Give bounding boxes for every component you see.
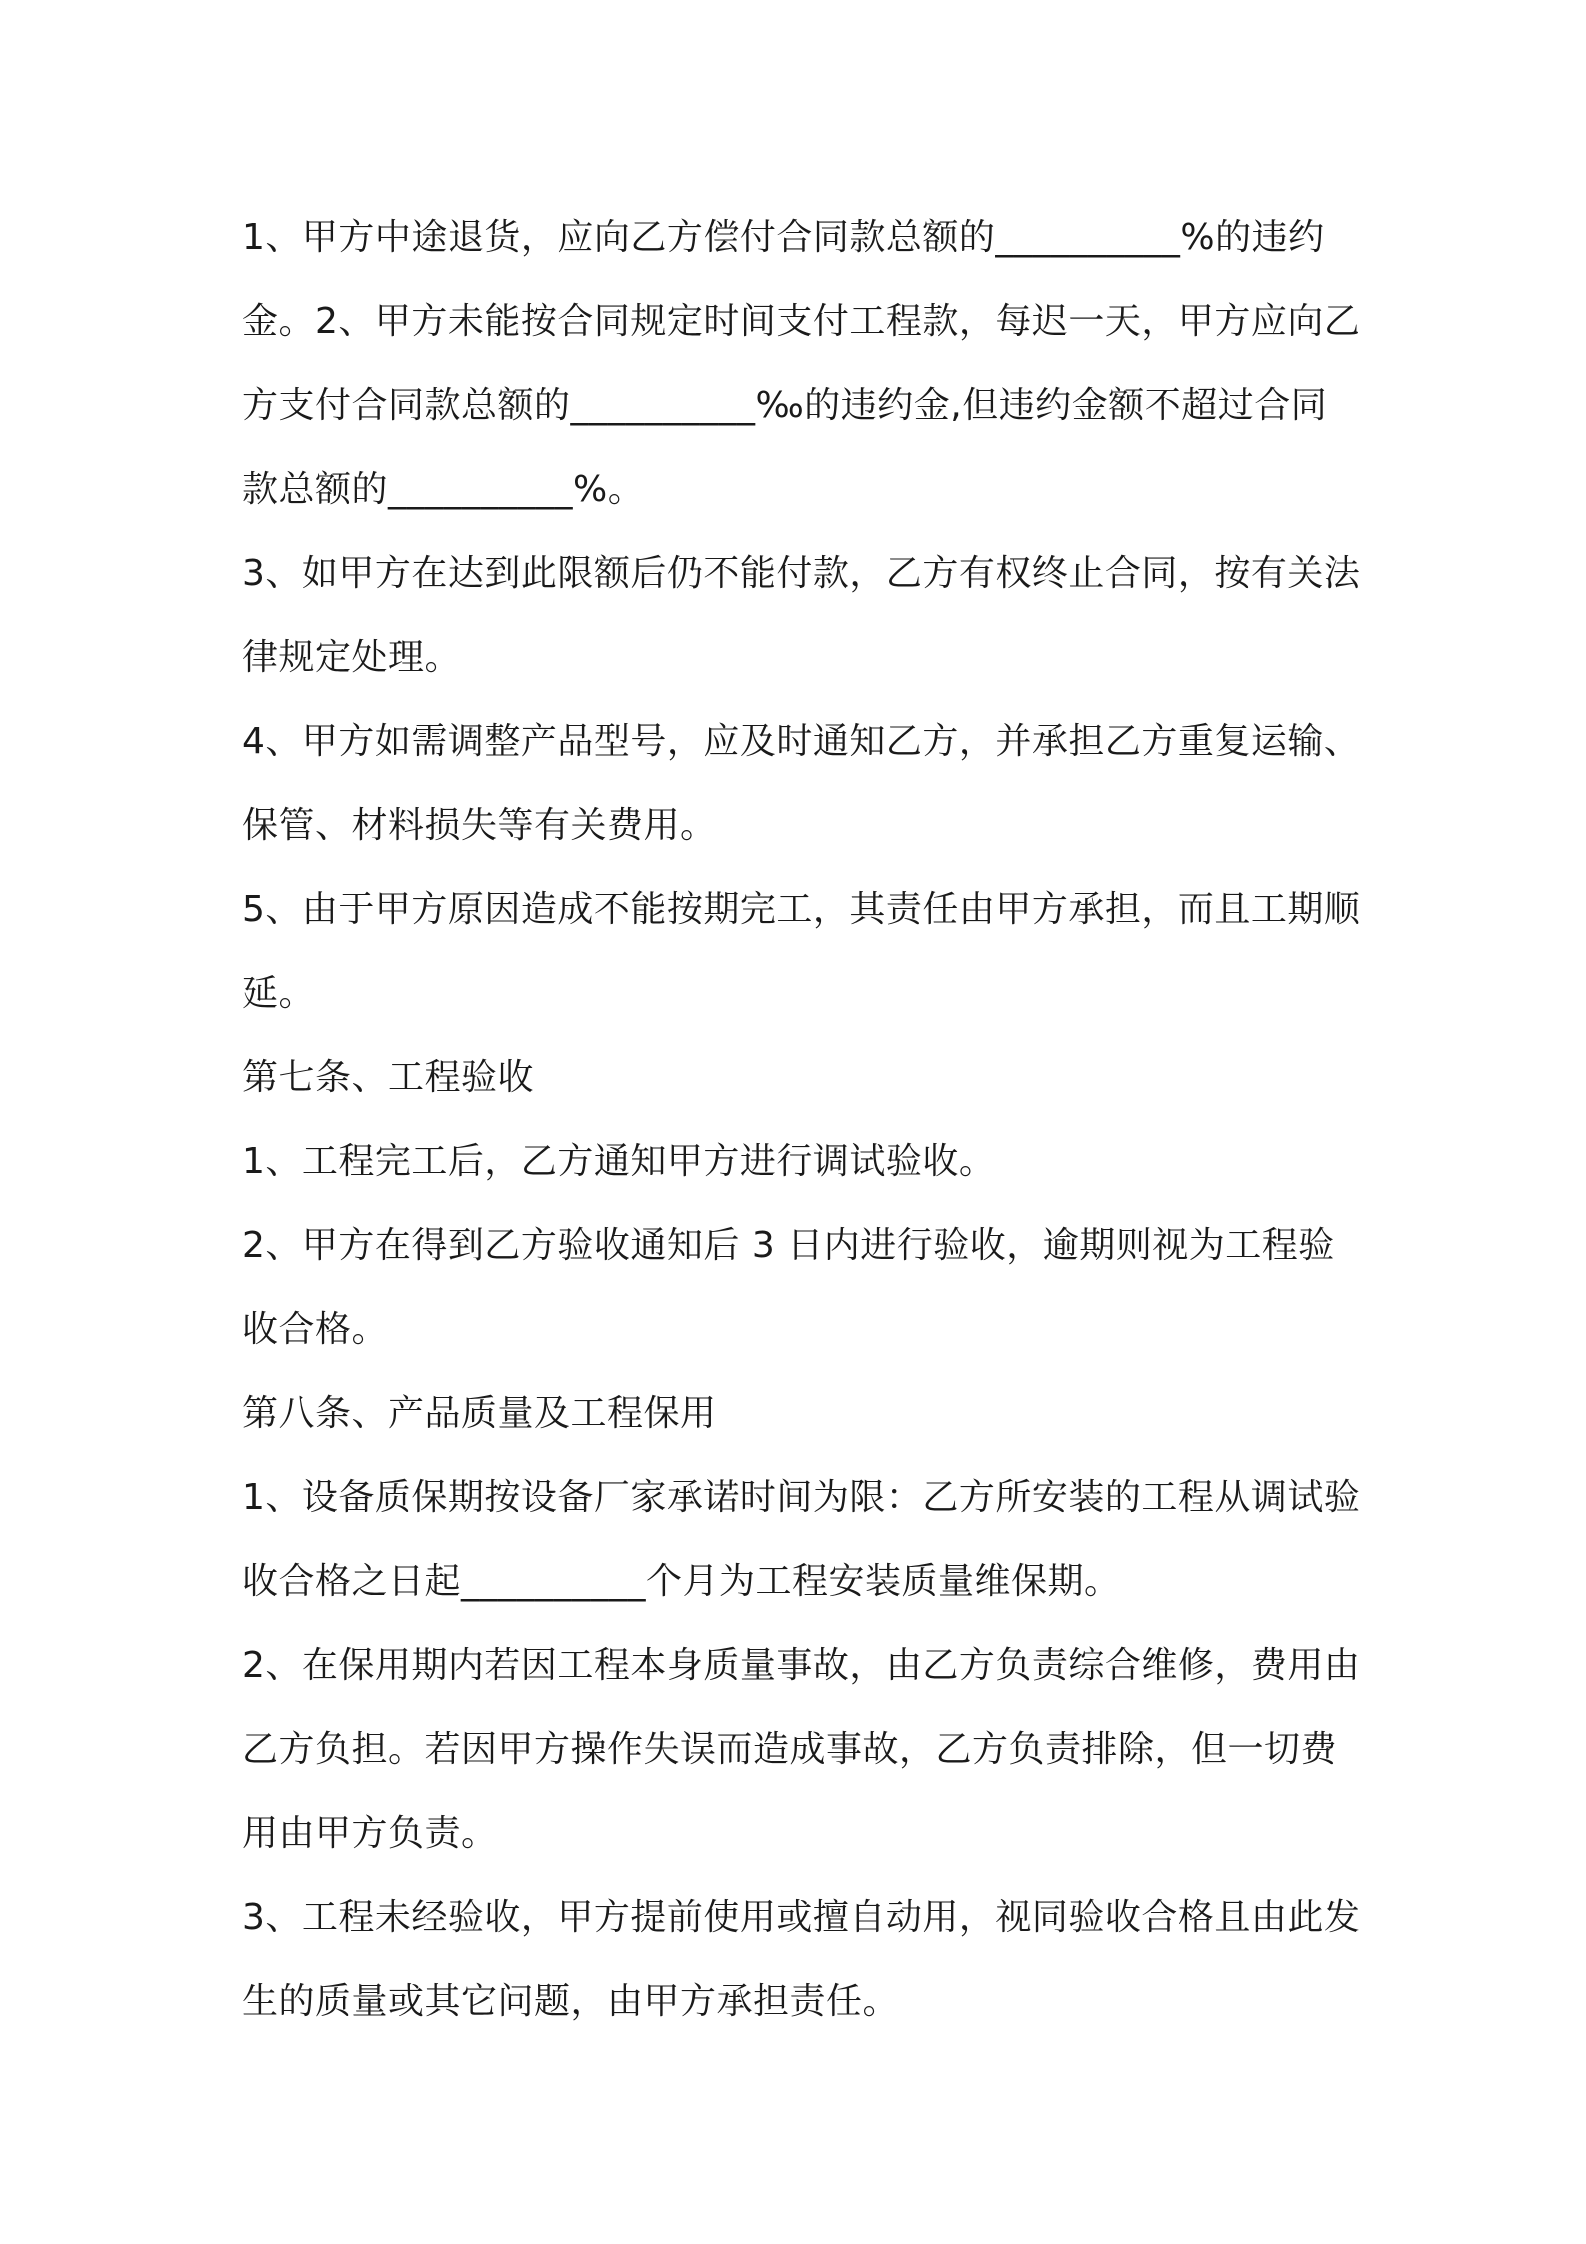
paragraph-penalty-terms: 1、甲方中途退货，应向乙方偿付合同款总额的__________%的违约金。2、甲方未能按合同规定时间支付工程款，每迟一天，甲方应向乙方支付合同款总额的__________‰的违约金,但违约金额不超过合同款总额的__________%。 bbox=[242, 217, 1361, 510]
paragraph-warranty-1: 1、设备质保期按设备厂家承诺时间为限：乙方所安装的工程从调试验收合格之日起__________个月为工程安装质量维保期。 bbox=[242, 1477, 1361, 1602]
document-body bbox=[242, 196, 1362, 2044]
paragraph-delay: 5、由于甲方原因造成不能按期完工，其责任由甲方承担，而且工期顺延。 bbox=[242, 889, 1361, 1014]
paragraph-model-adjustment: 4、甲方如需调整产品型号，应及时通知乙方，并承担乙方重复运输、保管、材料损失等有关费用。 bbox=[242, 721, 1361, 846]
heading-article-7: 第七条、工程验收 bbox=[242, 1057, 535, 1098]
paragraph-acceptance-2: 2、甲方在得到乙方验收通知后 3 日内进行验收，逾期则视为工程验收合格。 bbox=[242, 1225, 1335, 1350]
heading-article-8: 第八条、产品质量及工程保用 bbox=[242, 1393, 717, 1434]
paragraph-acceptance-1: 1、工程完工后，乙方通知甲方进行调试验收。 bbox=[242, 1141, 996, 1182]
paragraph-warranty-3: 3、工程未经验收，甲方提前使用或擅自动用，视同验收合格且由此发生的质量或其它问题，由甲方承担责任。 bbox=[242, 1897, 1361, 2022]
paragraph-termination: 3、如甲方在达到此限额后仍不能付款，乙方有权终止合同，按有关法律规定处理。 bbox=[242, 553, 1361, 678]
paragraph-warranty-2: 2、在保用期内若因工程本身质量事故，由乙方负责综合维修，费用由乙方负担。若因甲方操作失误而造成事故，乙方负责排除，但一切费用由甲方负责。 bbox=[242, 1645, 1361, 1854]
